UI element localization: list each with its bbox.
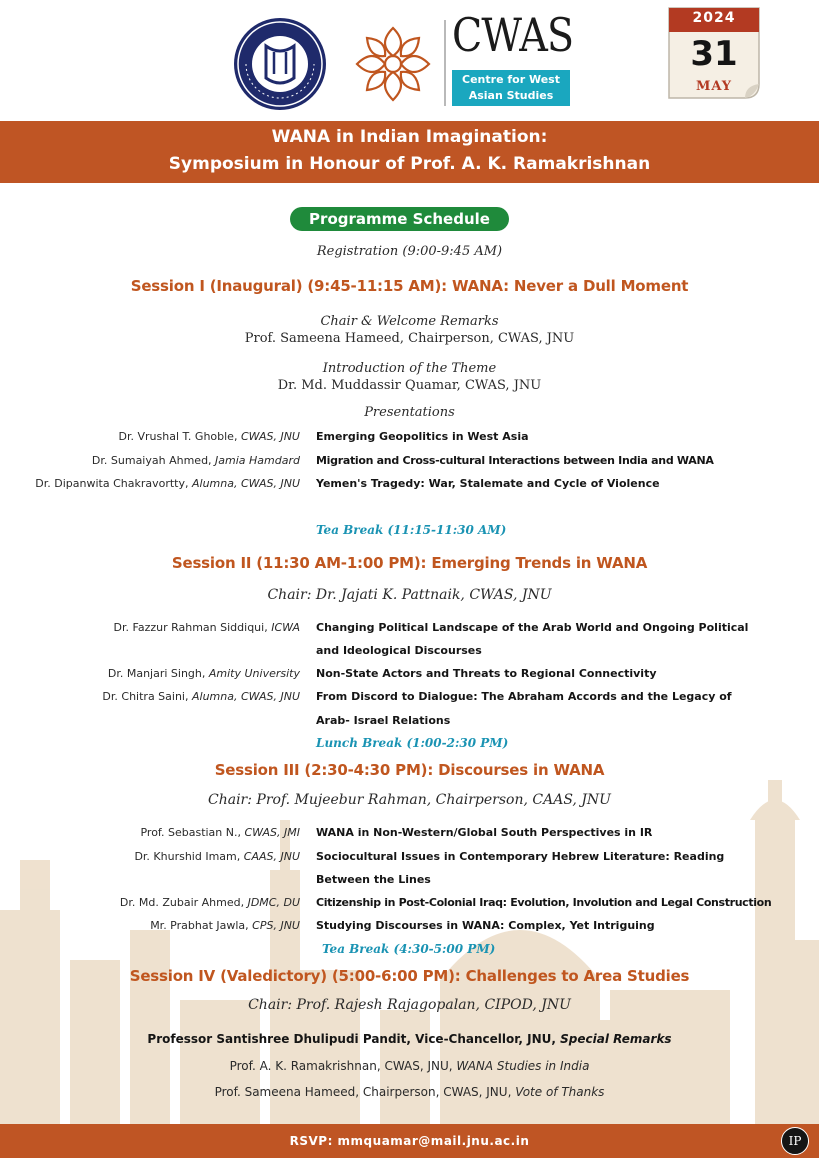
talk-title: Migration and Cross-cultural Interactions between India and WANA: [316, 454, 714, 467]
speaker-name: Dr. Chitra Saini,: [102, 690, 192, 703]
closing-role-2: WANA Studies in India: [456, 1059, 590, 1073]
speaker-name: Dr. Khurshid Imam,: [134, 850, 244, 863]
session4-chair: Chair: Prof. Rajesh Rajagopalan, CIPOD, JNU: [248, 997, 571, 1013]
talk-speaker: [92, 454, 300, 467]
speaker-affiliation: CWAS, JMI: [244, 826, 300, 839]
talk-title-continued: Arab- Israel Relations: [316, 714, 451, 727]
session1-intro-name: Dr. Md. Muddassir Quamar, CWAS, JNU: [277, 378, 542, 393]
session1-intro-label: Introduction of the Theme: [322, 361, 497, 376]
talk-speaker: [120, 896, 300, 909]
talk-speaker: [114, 621, 300, 634]
talk-title: Studying Discourses in WANA: Complex, Yet Intriguing: [316, 919, 655, 932]
session4-heading: Session IV (Valedictory) (5:00-6:00 PM): Challenges to Area Studies: [129, 967, 690, 985]
closing-line-2: [0, 1059, 819, 1073]
special-remarks-line: [0, 1032, 819, 1046]
speaker-affiliation: CAAS, JNU: [243, 850, 300, 863]
event-title-line2: Symposium in Honour of Prof. A. K. Ramakrishnan: [168, 154, 651, 174]
talk-speaker: [150, 919, 300, 932]
talk-title: WANA in Non-Western/Global South Perspectives in IR: [316, 826, 653, 839]
special-remarks-role: Special Remarks: [560, 1032, 672, 1046]
speaker-name: Prof. Sebastian N.,: [140, 826, 245, 839]
talk-title: Changing Political Landscape of the Arab World and Ongoing Political: [316, 621, 749, 634]
rsvp-email[interactable]: RSVP: mmquamar@mail.jnu.ac.in: [289, 1134, 530, 1148]
talk-speaker: [108, 667, 300, 680]
speaker-affiliation: CPS, JNU: [252, 919, 300, 932]
talk-speaker: [119, 430, 300, 443]
calendar-month: MAY: [695, 79, 733, 94]
session3-heading: Session III (2:30-4:30 PM): Discourses in WANA: [214, 761, 605, 779]
closing-role-3: Vote of Thanks: [515, 1085, 605, 1099]
talk-title: Sociocultural Issues in Contemporary Hebrew Literature: Reading: [316, 850, 725, 863]
cwas-rosette-logo: [349, 20, 437, 108]
speaker-affiliation: Alumna, CWAS, JNU: [191, 690, 300, 703]
session2-heading: Session II (11:30 AM-1:00 PM): Emerging Trends in WANA: [171, 554, 648, 572]
speaker-affiliation: ICWA: [271, 621, 300, 634]
speaker-name: Mr. Prabhat Jawla,: [150, 919, 253, 932]
jnu-emblem-logo: [232, 16, 328, 112]
session1-presentations-label: Presentations: [364, 405, 455, 420]
talk-title: Emerging Geopolitics in West Asia: [316, 430, 529, 443]
speaker-name: Dr. Manjari Singh,: [107, 667, 209, 680]
lunch-break: Lunch Break (1:00-2:30 PM): [316, 736, 509, 750]
speaker-affiliation: Amity University: [208, 667, 300, 680]
talk-title: Non-State Actors and Threats to Regional Connectivity: [316, 667, 657, 680]
speaker-name: Dr. Sumaiyah Ahmed,: [91, 454, 216, 467]
speaker-affiliation: CWAS, JNU: [240, 430, 300, 443]
calendar-year: 2024: [692, 10, 736, 26]
talk-speaker: [134, 850, 300, 863]
talk-title: Citizenship in Post-Colonial Iraq: Evolution, Involution and Legal Construction: [316, 896, 772, 909]
session2-chair: Chair: Dr. Jajati K. Pattnaik, CWAS, JNU: [267, 587, 552, 603]
cwas-fullname-box: [452, 70, 570, 106]
speaker-affiliation: Alumna, CWAS, JNU: [191, 477, 300, 490]
special-remarks-name: Professor Santishree Dhulipudi Pandit, Vice-Chancellor, JNU,: [147, 1032, 561, 1046]
speaker-name: Dr. Md. Zubair Ahmed,: [119, 896, 248, 909]
session3-chair: Chair: Prof. Mujeebur Rahman, Chairperson, CAAS, JNU: [208, 792, 611, 808]
session1-heading: Session I (Inaugural) (9:45-11:15 AM): WANA: Never a Dull Moment: [130, 277, 689, 295]
closing-line-3: [0, 1085, 819, 1099]
speaker-affiliation: Jamia Hamdard: [215, 454, 300, 467]
cwas-fullname-line1: Centre for West: [462, 73, 560, 86]
tea-break-2: Tea Break (4:30-5:00 PM): [322, 942, 496, 956]
talk-speaker: [102, 690, 300, 703]
speaker-name: Dr. Vrushal T. Ghoble,: [118, 430, 241, 443]
programme-schedule-label: Programme Schedule: [290, 207, 509, 231]
talk-title: From Discord to Dialogue: The Abraham Accords and the Legacy of: [316, 690, 732, 703]
speaker-name: Dr. Fazzur Rahman Siddiqui,: [113, 621, 272, 634]
closing-name-2: Prof. A. K. Ramakrishnan, CWAS, JNU,: [229, 1059, 457, 1073]
calendar-day: 31: [690, 34, 738, 74]
speaker-name: Dr. Dipanwita Chakravortty,: [35, 477, 192, 490]
session1-chair-label: Chair & Welcome Remarks: [320, 314, 499, 329]
event-title-line1: WANA in Indian Imagination:: [271, 127, 548, 147]
tea-break-1: Tea Break (11:15-11:30 AM): [316, 523, 507, 537]
talk-speaker: [35, 477, 300, 490]
cwas-fullname-line2: Asian Studies: [468, 89, 554, 102]
speaker-affiliation: JDMC, DU: [247, 896, 300, 909]
logo-divider: [444, 20, 446, 106]
talk-title-continued: and Ideological Discourses: [316, 644, 482, 657]
talk-speaker: [140, 826, 300, 839]
registration-line: Registration (9:00-9:45 AM): [316, 244, 503, 259]
ip-badge-icon: IP: [781, 1127, 809, 1155]
session1-chair-name: Prof. Sameena Hameed, Chairperson, CWAS, JNU: [244, 331, 575, 346]
cwas-wordmark: CWAS: [452, 8, 574, 62]
closing-name-3: Prof. Sameena Hameed, Chairperson, CWAS, JNU,: [214, 1085, 516, 1099]
talk-title-continued: Between the Lines: [316, 873, 431, 886]
talk-title: Yemen's Tragedy: War, Stalemate and Cycle of Violence: [316, 477, 660, 490]
